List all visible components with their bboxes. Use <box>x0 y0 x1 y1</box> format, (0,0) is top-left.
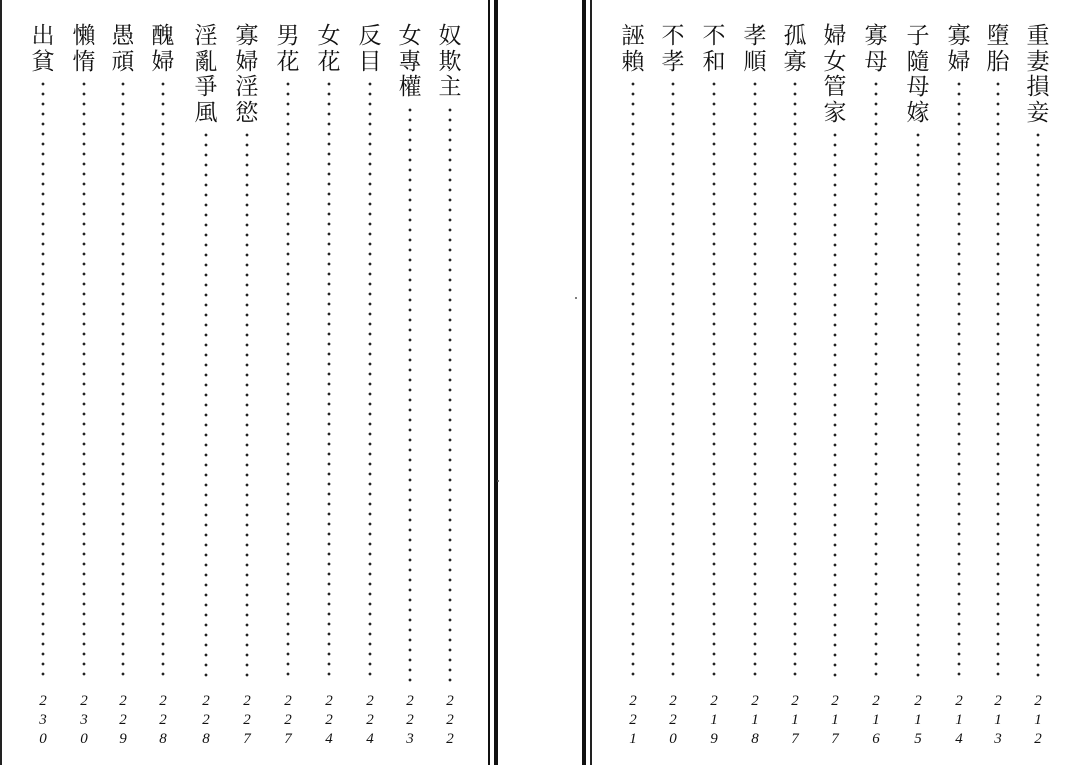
toc-page-number: 2 1 6 <box>872 693 880 747</box>
dot-leader <box>712 79 716 682</box>
toc-entry-title: 醜 婦 <box>151 23 175 75</box>
toc-entry-title: 寡 母 <box>864 23 888 75</box>
dot-leader <box>161 79 165 682</box>
toc-page-number: 2 1 8 <box>751 693 759 747</box>
toc-entry <box>186 24 226 682</box>
toc-entry <box>23 24 63 682</box>
dot-leader <box>793 79 797 682</box>
toc-entry <box>268 24 308 682</box>
gutter-rule-thick-left <box>494 0 498 765</box>
toc-entry-title: 愚 頑 <box>111 23 135 75</box>
dot-leader <box>286 79 290 682</box>
toc-entry <box>978 24 1018 682</box>
toc-entry <box>898 24 938 682</box>
toc-entry <box>775 24 815 682</box>
dot-leader <box>408 105 412 683</box>
dot-leader <box>448 105 452 683</box>
toc-entry <box>856 24 896 682</box>
dot-leader <box>82 79 86 682</box>
toc-entry-title: 女 花 <box>317 23 341 75</box>
dot-leader <box>245 130 249 682</box>
dot-leader <box>121 79 125 682</box>
toc-entry <box>653 24 693 682</box>
dot-leader <box>368 79 372 682</box>
dot-leader <box>204 130 208 682</box>
toc-entry <box>103 24 143 682</box>
toc-entry-title: 婦 女 管 家 <box>823 23 847 126</box>
gutter-rule-thin-left <box>488 0 490 765</box>
dot-leader <box>996 79 1000 682</box>
scan-speck <box>497 480 499 482</box>
toc-page-number: 2 2 4 <box>366 693 374 747</box>
toc-entry-title: 女 專 權 <box>398 23 422 100</box>
toc-entry <box>309 24 349 682</box>
toc-page-number: 2 2 8 <box>202 693 210 747</box>
toc-page-number: 2 2 8 <box>159 693 167 747</box>
dot-leader <box>41 79 45 682</box>
toc-page-number: 2 1 2 <box>1034 693 1042 747</box>
toc-entry <box>143 24 183 682</box>
gutter-rule-thick-right <box>582 0 586 765</box>
toc-entry <box>350 24 390 682</box>
dot-leader <box>957 79 961 682</box>
dot-leader <box>631 79 635 682</box>
dot-leader <box>327 79 331 682</box>
toc-entry-title: 重 妻 損 妾 <box>1026 23 1050 126</box>
toc-entry-title: 反 目 <box>358 23 382 75</box>
toc-entry <box>613 24 653 682</box>
dot-leader <box>1036 130 1040 682</box>
toc-entry-title: 孤 寡 <box>783 23 807 75</box>
toc-entry-title: 奴 欺 主 <box>438 23 462 100</box>
dot-leader <box>874 79 878 682</box>
toc-page-number: 2 2 0 <box>669 693 677 747</box>
toc-page-number: 2 2 7 <box>243 693 251 747</box>
toc-entry <box>694 24 734 682</box>
toc-page-number: 2 3 0 <box>80 693 88 747</box>
dot-leader <box>753 79 757 682</box>
toc-entry <box>390 24 430 682</box>
toc-entry <box>815 24 855 682</box>
toc-page-number: 2 1 7 <box>831 693 839 747</box>
toc-page-number: 2 1 7 <box>791 693 799 747</box>
dot-leader <box>916 130 920 682</box>
toc-entry <box>227 24 267 682</box>
dot-leader <box>833 130 837 682</box>
toc-entry-title: 寡 婦 <box>947 23 971 75</box>
toc-entry-title: 男 花 <box>276 23 300 75</box>
toc-page-number: 2 2 4 <box>325 693 333 747</box>
toc-page-number: 2 1 4 <box>955 693 963 747</box>
toc-entry <box>430 24 470 682</box>
toc-entry-title: 孝 順 <box>743 23 767 75</box>
toc-entry-title: 墮 胎 <box>986 23 1010 75</box>
toc-page-number: 2 1 5 <box>914 693 922 747</box>
toc-page-number: 2 2 7 <box>284 693 292 747</box>
dot-leader <box>671 79 675 682</box>
toc-entry-title: 子 隨 母 嫁 <box>906 23 930 126</box>
toc-page-number: 2 3 0 <box>39 693 47 747</box>
toc-page-number: 2 2 2 <box>446 693 454 747</box>
toc-entry-title: 誣 賴 <box>621 23 645 75</box>
toc-entry-title: 出 貧 <box>31 23 55 75</box>
toc-entry-title: 淫 亂 爭 風 <box>194 23 218 126</box>
toc-entry-title: 懶 惰 <box>72 23 96 75</box>
toc-page-number: 2 1 9 <box>710 693 718 747</box>
toc-page-number: 2 2 3 <box>406 693 414 747</box>
toc-entry-title: 不 孝 <box>661 23 685 75</box>
toc-page-number: 2 2 1 <box>629 693 637 747</box>
toc-page-number: 2 2 9 <box>119 693 127 747</box>
toc-entry <box>1018 24 1058 682</box>
toc-entry-title: 寡 婦 淫 慾 <box>235 23 259 126</box>
toc-entry <box>939 24 979 682</box>
toc-entry <box>735 24 775 682</box>
scan-speck <box>575 297 577 299</box>
toc-entry <box>64 24 104 682</box>
toc-page-number: 2 1 3 <box>994 693 1002 747</box>
toc-entry-title: 不 和 <box>702 23 726 75</box>
